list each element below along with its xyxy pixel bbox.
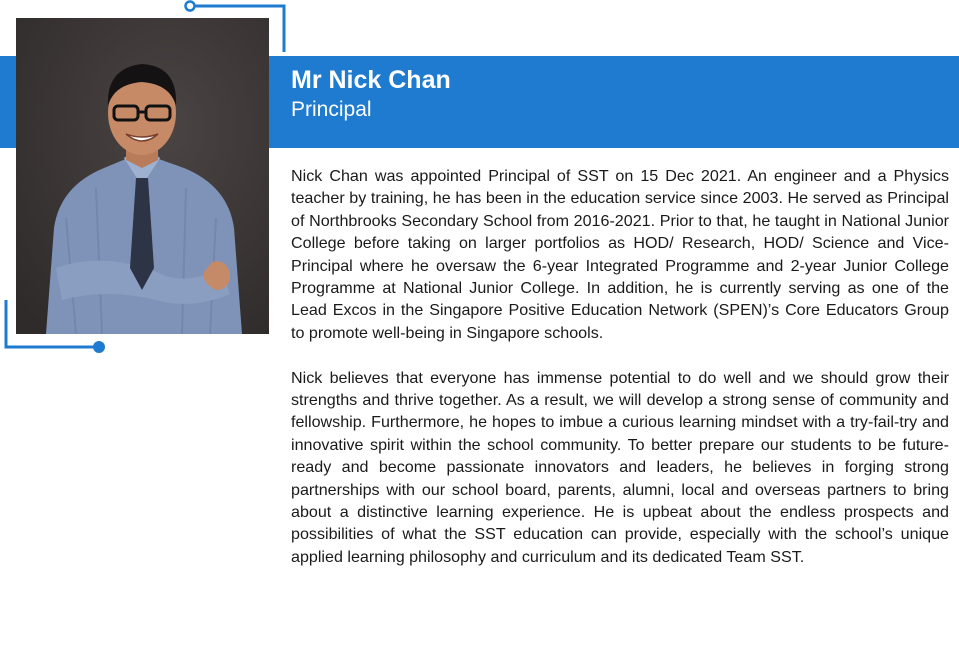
- portrait-photo-icon: [16, 18, 269, 334]
- bio-paragraph: Nick believes that everyone has immense potential to do well and we should grow their strengths and thrive together. As a result, we will develop a strong sense of community and fellowship. Furthermore, he hopes to imbue a curious learning mindset with a try-fail-try and innovative spirit within the school community. To better prepare our students to be future-ready and become passionate innovators and leaders, he believes in forging strong partnerships with our school board, parents, alumni, local and overseas partners to bring about a distinctive learning experience. He is upbeat about the endless prospects and possibilities of what the SST education can provide, especially with the school’s unique applied learning philosophy and curriculum and its dedicated Team SST.: [291, 368, 949, 566]
- principal-name: Mr Nick Chan: [291, 66, 451, 94]
- principal-role: Principal: [291, 98, 372, 121]
- bio-text: [291, 165, 949, 591]
- bio-paragraph: Nick Chan was appointed Principal of SST on 15 Dec 2021. An engineer and a Physics teacher by training, he has been in the education service since 2003. He served as Principal of Northbrooks Secondary School from 2016-2021. Prior to that, he taught in National Junior College before taking on larger portfolios as HOD/ Research, HOD/ Science and Vice-Principal where he oversaw the 6-year Integrated Programme and 2-year Junior College Programme at National Junior College. In addition, he is currently serving as one of the Lead Excos in the Singapore Positive Education Network (SPEN)’s Core Educators Group to promote well-being in Singapore schools.: [291, 167, 949, 342]
- principal-photo: [16, 18, 269, 334]
- title-block: [291, 64, 451, 124]
